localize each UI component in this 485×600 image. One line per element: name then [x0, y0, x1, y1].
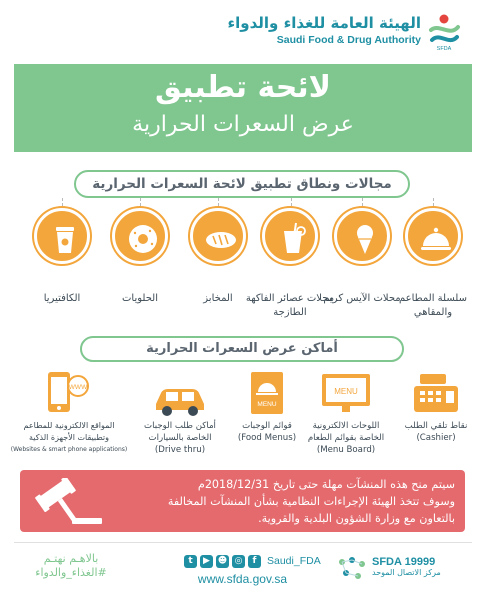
scope-label: محلات الآيس كريم [323, 293, 401, 304]
svg-text:MENU: MENU [334, 387, 358, 396]
social-links [184, 553, 321, 569]
scope-label: سلسلة المطاعم والمقاهي [399, 293, 467, 318]
svg-text:SFDA: SFDA [436, 46, 452, 52]
place-label: قوائم الوجبات (Food Menus) [237, 421, 297, 443]
footer-slogan: بالاهـم نهتـم #الغذاء_والدواء [35, 552, 107, 579]
sfda-network-icon [336, 556, 368, 582]
coffee-cup-icon [45, 219, 85, 259]
youtube-icon[interactable]: ▶ [200, 555, 213, 568]
juice-icon [273, 219, 313, 259]
banner-title: لائحة تطبيق [155, 70, 331, 105]
sfda-label: SFDA [372, 556, 402, 568]
bread-icon [201, 219, 241, 259]
org-name-arabic: الهيئة العامة للغذاء والدواء [227, 14, 421, 32]
scope-item-restaurants [405, 208, 461, 264]
banner-subtitle: عرض السعرات الحرارية [132, 112, 354, 137]
scope-label: المخابز [203, 293, 233, 304]
scope-item-juice [262, 208, 318, 264]
scope-item-ice-cream [334, 208, 390, 264]
scope-item-cafeteria [34, 208, 90, 264]
gavel-icon [28, 478, 108, 530]
place-label: نقاط تلقي الطلب (Cashier) [404, 421, 468, 443]
car-icon [152, 376, 208, 422]
place-label: المواقع الالكترونية للمطاعم وتطبيقات الأجهزة الذكية (Websites & smart phone applications) [10, 421, 128, 453]
svg-text:MENU: MENU [257, 401, 277, 408]
org-logo-text [191, 14, 421, 46]
food-menu-icon [239, 370, 295, 416]
facebook-icon[interactable]: f [248, 555, 261, 568]
donut-icon [123, 219, 163, 259]
phone-number: 19999 [404, 556, 436, 568]
scope-item-bakery [190, 208, 246, 264]
org-name-english: Saudi Food & Drug Authority [276, 34, 421, 46]
place-label: أماكن طلب الوجبات الخاصة بالسيارات (Drive thru) [144, 421, 216, 455]
snapchat-icon[interactable]: ☻ [217, 555, 228, 566]
scope-item-sweets [112, 208, 168, 264]
cash-register-icon [408, 370, 464, 416]
scope-label: الحلويات [121, 293, 158, 304]
scope-heading: مجالات ونطاق تطبيق لائحة السعرات الحرارية [74, 170, 410, 198]
footer-divider [14, 542, 472, 543]
cloche-icon [416, 219, 456, 259]
sfda-logo-icon [423, 10, 465, 52]
phone-www-icon [40, 370, 96, 416]
places-heading: أماكن عرض السعرات الحرارية [80, 336, 404, 362]
menu-board-icon [318, 370, 374, 416]
call-center-label: مركز الاتصال الموحد [372, 568, 441, 577]
svg-text:WWW: WWW [68, 384, 88, 391]
scope-label: محلات عصائر الفاكهة الطازجة [245, 293, 335, 318]
scope-label: الكافتيريا [43, 293, 81, 304]
place-label: اللوحات الالكترونية الخاصة بقوائم الطعام (Menu Board) [307, 421, 385, 455]
ice-cream-icon [345, 219, 385, 259]
twitter-icon[interactable]: t [184, 555, 197, 568]
social-handle[interactable]: Saudi_FDA [267, 555, 321, 567]
title-banner [14, 64, 472, 152]
notice-text: سيتم منح هذه المنشآت مهلة حتى تاريخ 2018/12/31م وسوف تتخذ الهيئة الإجراءات النظامية بشأن المنشآت المخالفة بالتعاون مع وزارة الشؤون البلدية والقروية. [167, 478, 455, 525]
instagram-icon[interactable]: ◎ [232, 555, 245, 568]
call-center [372, 556, 442, 577]
website-link[interactable]: www.sfda.gov.sa [197, 572, 288, 586]
